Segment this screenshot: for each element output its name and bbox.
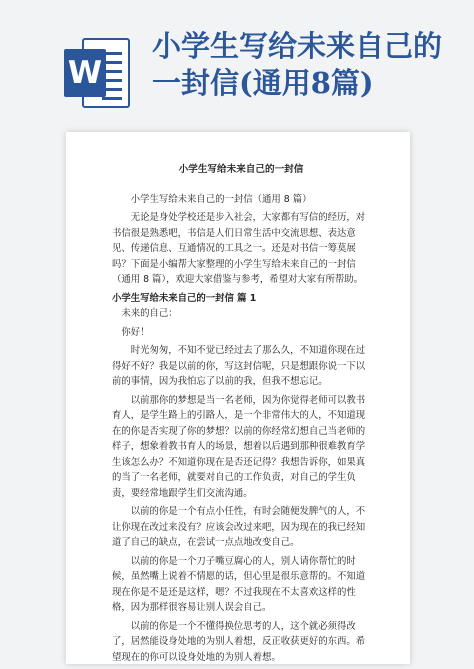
body-paragraph: 以前的你是一个不懂得换位思考的人，这个就必须得改了，居然能设身处地的为别人着想，反正收获更好的东西。希望现在的你可以设身处地的为别人着想。: [112, 620, 366, 663]
intro-paragraph: 无论是身处学校还是步入社会，大家都有写信的经历，对书信很是熟悉吧，书信是人们日常生活中交流思想、表达意见、传递信息、互通情况的工具之一。还是对书信一筹莫展吗？下面是小编帮大家整理的小学生写给未来自己的一封信（通用 8 篇），欢迎大家借鉴与参考，希望对大家有所帮助。: [112, 212, 366, 285]
document-subtitle: 小学生写给未来自己的一封信（通用 8 篇）: [130, 193, 312, 205]
body-paragraph: 以前的你是一个刀子嘴豆腐心的人，别人请你帮忙的时候，虽然嘴上说着不情愿的话，但心里是很乐意帮的。不知道现在你是不是还是这样，嗯？不过我现在不太喜欢这样的性格，因为那样很容易让别人误会自己。: [112, 555, 366, 613]
section-heading: 小学生写给未来自己的一封信 篇 1: [112, 292, 257, 304]
word-badge: W: [64, 49, 106, 97]
document-page: [66, 132, 410, 664]
document-title: 小学生写给未来自己的一封信: [178, 164, 304, 175]
greeting: 你好！: [121, 326, 150, 338]
body-paragraph: 以前那你的梦想是当一名老师，因为你觉得老师可以教书育人，是学生路上的引路人，是一个非常伟大的人，不知道现在的你是否实现了你的梦想？以前的你经常幻想自己当老师的样子，想象着教书育人的场景，想着以后遇到那种很难教育学生该怎么办？不知道你现在是否还记得？我想告诉你，如果真的当了一名老师，就要对自己的工作负责，对自己的学生负责，要经常地跟学生们交流沟通。: [112, 394, 366, 499]
body-paragraph: 以前的你是一个有点小任性，有时会随便发脾气的人，不让你现在改过来没有？应该会改过来吧，因为现在的我已经知道了自己的缺点，在尝试一点点地改变自己。: [112, 506, 366, 548]
word-document-icon: [64, 38, 130, 108]
body-paragraph: 时光匆匆，不知不觉已经过去了那么久，不知道你现在过得好不好？我是以前的你，写这封信呢，只是想跟你说一下以前的事情，因为我怕忘了以前的我，但我不想忘记。: [112, 345, 366, 387]
salutation: 未来的自己：: [121, 308, 178, 319]
banner: [0, 0, 474, 126]
banner-title: 小学生写给未来自己的一封信(通用8篇): [152, 29, 443, 100]
document-body: [66, 132, 410, 664]
